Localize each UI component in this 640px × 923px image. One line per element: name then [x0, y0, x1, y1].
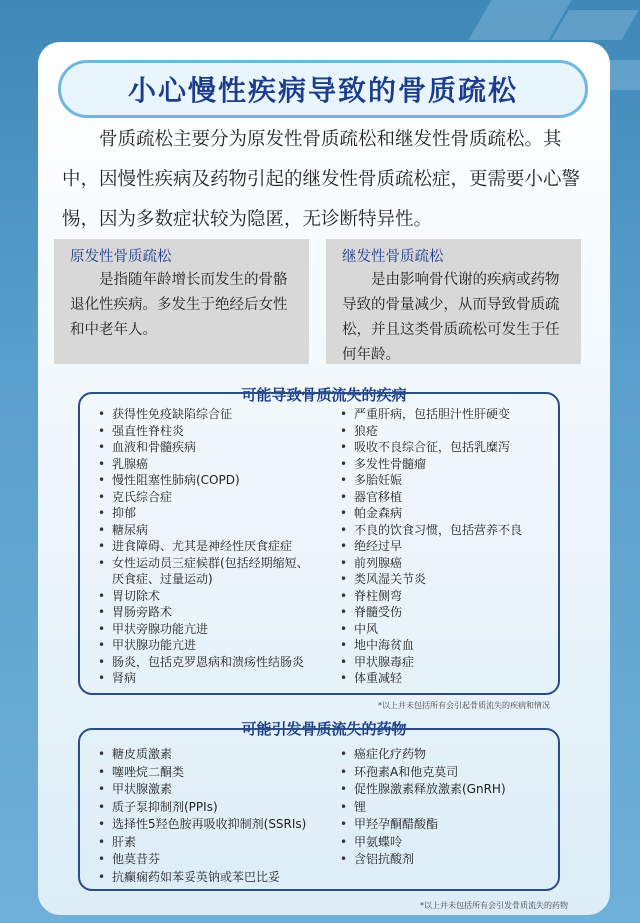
list-item-text: 进食障碍、尤其是神经性厌食症症 [112, 539, 293, 553]
list-item [98, 423, 309, 440]
bullet-icon: • [98, 489, 106, 504]
bullet-icon: • [98, 473, 106, 487]
list-item-text: 噻唑烷二酮类 [112, 764, 185, 779]
bullet-icon: • [340, 506, 348, 520]
list-item-text: 甲状旁腺功能亢进 [112, 621, 209, 636]
bullet-icon: • [98, 782, 106, 796]
primary-osteoporosis-box [54, 239, 309, 364]
bullet-icon: • [340, 555, 348, 570]
bullet-icon: • [98, 764, 106, 779]
bullet-icon: • [98, 456, 106, 471]
bullet-icon: • [98, 506, 106, 520]
bullet-icon: • [340, 522, 348, 537]
list-item [98, 781, 306, 799]
bullet-icon: • [98, 747, 106, 761]
list-item [98, 621, 309, 638]
list-item-text: 胃肠旁路术 [112, 605, 173, 619]
bullet-icon: • [340, 799, 348, 814]
bullet-icon: • [340, 572, 348, 586]
list-item [340, 604, 522, 621]
list-item-text: 糖尿病 [112, 522, 149, 537]
bullet-icon: • [98, 588, 106, 603]
list-item [340, 489, 522, 506]
list-item [340, 456, 522, 473]
drugs-right-list [340, 746, 506, 869]
list-item [98, 505, 309, 522]
list-item [98, 851, 306, 869]
secondary-osteoporosis-box [326, 239, 581, 364]
list-item-text: 癌症化疗药物 [354, 747, 427, 761]
list-item [98, 538, 309, 555]
list-item-text: 乳腺癌 [112, 456, 149, 471]
list-item-text: 脊柱侧弯 [354, 588, 403, 603]
list-item-text: 慢性阻塞性肺病(COPD) [112, 473, 240, 487]
list-item [98, 816, 306, 834]
bullet-icon: • [340, 621, 348, 636]
list-item [98, 834, 306, 852]
bullet-icon: • [340, 489, 348, 504]
bullet-icon: • [98, 654, 106, 669]
list-item-text: 帕金森病 [354, 506, 403, 520]
bullet-icon: • [98, 817, 106, 831]
list-item-text: 甲羟孕酮醋酸酯 [354, 817, 439, 831]
bullet-icon: • [340, 638, 348, 652]
bullet-icon: • [98, 407, 106, 421]
bullet-icon: • [340, 782, 348, 796]
list-item-text: 甲状腺激素 [112, 782, 173, 796]
list-item [98, 456, 309, 473]
list-item [340, 670, 522, 687]
list-item [98, 799, 306, 817]
list-item [98, 604, 309, 621]
list-item-text: 体重减轻 [354, 671, 403, 685]
list-item [340, 472, 522, 489]
bullet-icon: • [340, 440, 348, 454]
list-item [340, 423, 522, 440]
intro-paragraph: 骨质疏松主要分为原发性骨质疏松和继发性骨质疏松。其中，因慢性疾病及药物引起的继发性骨质疏松症，更需要小心警惕，因为多数症状较为隐匿，无诊断特异性。 [62, 129, 581, 230]
list-item [340, 799, 506, 817]
list-item-text: 严重肝病，包括胆汁性肝硬变 [354, 407, 511, 421]
list-item [98, 654, 309, 671]
list-item-text: 获得性免疫缺陷综合征 [112, 407, 233, 421]
bullet-icon: • [340, 747, 348, 761]
list-item [340, 588, 522, 605]
list-item-text: 前列腺癌 [354, 555, 403, 570]
bullet-icon: • [340, 588, 348, 603]
list-item-text: 吸收不良综合征，包括乳糜泻 [354, 440, 511, 454]
list-item [98, 472, 309, 489]
list-item [98, 637, 309, 654]
diseases-right-list [340, 406, 522, 687]
list-item-text: 肝素 [112, 834, 137, 849]
bullet-icon: • [340, 407, 348, 421]
bullet-icon: • [98, 799, 106, 814]
list-item [98, 555, 309, 572]
list-item-text: 环孢素A和他克莫司 [354, 764, 459, 779]
bullet-icon: • [340, 539, 348, 553]
secondary-text: 是由影响骨代谢的疾病或药物导致的骨量减少，从而导致骨质疏松，并且这类骨质疏松可发生于任何年龄。 [342, 272, 560, 363]
list-item-text: 锂 [354, 799, 367, 814]
bullet-icon: • [340, 473, 348, 487]
list-item [98, 571, 309, 588]
list-item [340, 654, 522, 671]
bullet-icon: • [340, 764, 348, 779]
list-item-text: 肠炎，包括克罗恩病和溃疡性结肠炎 [112, 654, 305, 669]
page-title: 小心慢性疾病导致的骨质疏松 [127, 74, 518, 107]
bullet-icon: • [340, 605, 348, 619]
bullet-icon: • [98, 834, 106, 849]
list-item-text: 选择性5羟色胺再吸收抑制剂(SSRIs) [112, 817, 307, 831]
list-item-text: 地中海贫血 [354, 638, 415, 652]
list-item [98, 670, 309, 687]
list-item [340, 781, 506, 799]
bullet-icon: • [98, 671, 106, 685]
list-item [340, 505, 522, 522]
list-item [98, 439, 309, 456]
diseases-footnote: *以上并未包括所有会引起骨质流失的疾病和情况 [378, 701, 550, 710]
list-item [340, 439, 522, 456]
list-item-text: 器官移植 [354, 489, 403, 504]
drugs-list-box [78, 728, 560, 891]
title-banner [58, 60, 588, 118]
list-item [340, 406, 522, 423]
list-item [98, 869, 306, 887]
list-item-text: 不良的饮食习惯，包括营养不良 [354, 522, 523, 537]
list-item [340, 637, 522, 654]
list-item [340, 621, 522, 638]
bullet-icon: • [98, 869, 106, 884]
list-item-text: 女性运动员三症候群(包括经期缩短、 [112, 555, 309, 570]
drugs-footnote: *以上并未包括所有会引发骨质流失的药物 [420, 901, 568, 910]
bullet-icon: • [98, 522, 106, 537]
list-item [98, 764, 306, 782]
bullet-icon: • [98, 555, 106, 570]
drugs-left-list [98, 746, 306, 886]
list-item-text: 绝经过早 [354, 539, 403, 553]
list-item-text: 胃切除术 [112, 588, 161, 603]
diseases-list-box [78, 392, 560, 695]
bullet-icon [98, 571, 112, 588]
bullet-icon: • [98, 539, 106, 553]
diseases-left-list [98, 406, 309, 687]
list-item [98, 489, 309, 506]
list-item [98, 588, 309, 605]
list-item-text: 甲氨蝶呤 [354, 834, 403, 849]
list-item-text: 肾病 [112, 671, 137, 685]
primary-heading: 原发性骨质疏松 [70, 249, 172, 265]
list-item-text: 中风 [354, 621, 379, 636]
list-item-text: 厌食症、过量运动) [112, 572, 213, 586]
drugs-heading: 可能引发骨质流失的药物 [241, 720, 407, 738]
bullet-icon: • [340, 852, 348, 866]
list-item-text: 克氏综合症 [112, 489, 173, 504]
secondary-heading: 继发性骨质疏松 [342, 249, 444, 265]
list-item [340, 834, 506, 852]
list-item-text: 甲状腺功能亢进 [112, 638, 197, 652]
background-decoration [551, 10, 638, 40]
list-item-text: 狼疮 [354, 423, 379, 438]
list-item [340, 571, 522, 588]
list-item [340, 816, 506, 834]
list-item [340, 555, 522, 572]
list-item [340, 538, 522, 555]
bullet-icon: • [340, 834, 348, 849]
primary-text: 是指随年龄增长而发生的骨骼退化性疾病。多发生于绝经后女性和中老年人。 [70, 272, 288, 338]
bullet-icon: • [98, 852, 106, 866]
list-item [98, 746, 306, 764]
bullet-icon: • [340, 456, 348, 471]
list-item-text: 多发性骨髓瘤 [354, 456, 427, 471]
diseases-heading: 可能导致骨质流失的疾病 [241, 386, 407, 404]
list-item-text: 促性腺激素释放激素(GnRH) [354, 782, 506, 796]
list-item-text: 类风湿关节炎 [354, 572, 427, 586]
bullet-icon: • [98, 605, 106, 619]
list-item-text: 抑郁 [112, 506, 137, 520]
list-item-text: 强直性脊柱炎 [112, 423, 185, 438]
list-item-text: 甲状腺毒症 [354, 654, 415, 669]
poster-card [38, 42, 610, 915]
bullet-icon: • [340, 423, 348, 438]
list-item [340, 746, 506, 764]
list-item-text: 质子泵抑制剂(PPIs) [112, 799, 218, 814]
list-item-text: 多胎妊娠 [354, 473, 403, 487]
bullet-icon: • [98, 621, 106, 636]
list-item [340, 851, 506, 869]
list-item [98, 522, 309, 539]
list-item [98, 406, 309, 423]
bullet-icon: • [98, 638, 106, 652]
list-item-text: 糖皮质激素 [112, 747, 173, 761]
list-item-text: 脊髓受伤 [354, 605, 403, 619]
bullet-icon: • [98, 440, 106, 454]
list-item [340, 522, 522, 539]
bullet-icon: • [340, 817, 348, 831]
list-item-text: 抗癫痫药如苯妥英钠或苯巴比妥 [112, 869, 281, 884]
bullet-icon: • [340, 654, 348, 669]
bullet-icon: • [340, 671, 348, 685]
list-item-text: 他莫昔芬 [112, 852, 161, 866]
list-item-text: 含铝抗酸剂 [354, 852, 415, 866]
list-item [340, 764, 506, 782]
bullet-icon: • [98, 423, 106, 438]
list-item-text: 血液和骨髓疾病 [112, 440, 197, 454]
